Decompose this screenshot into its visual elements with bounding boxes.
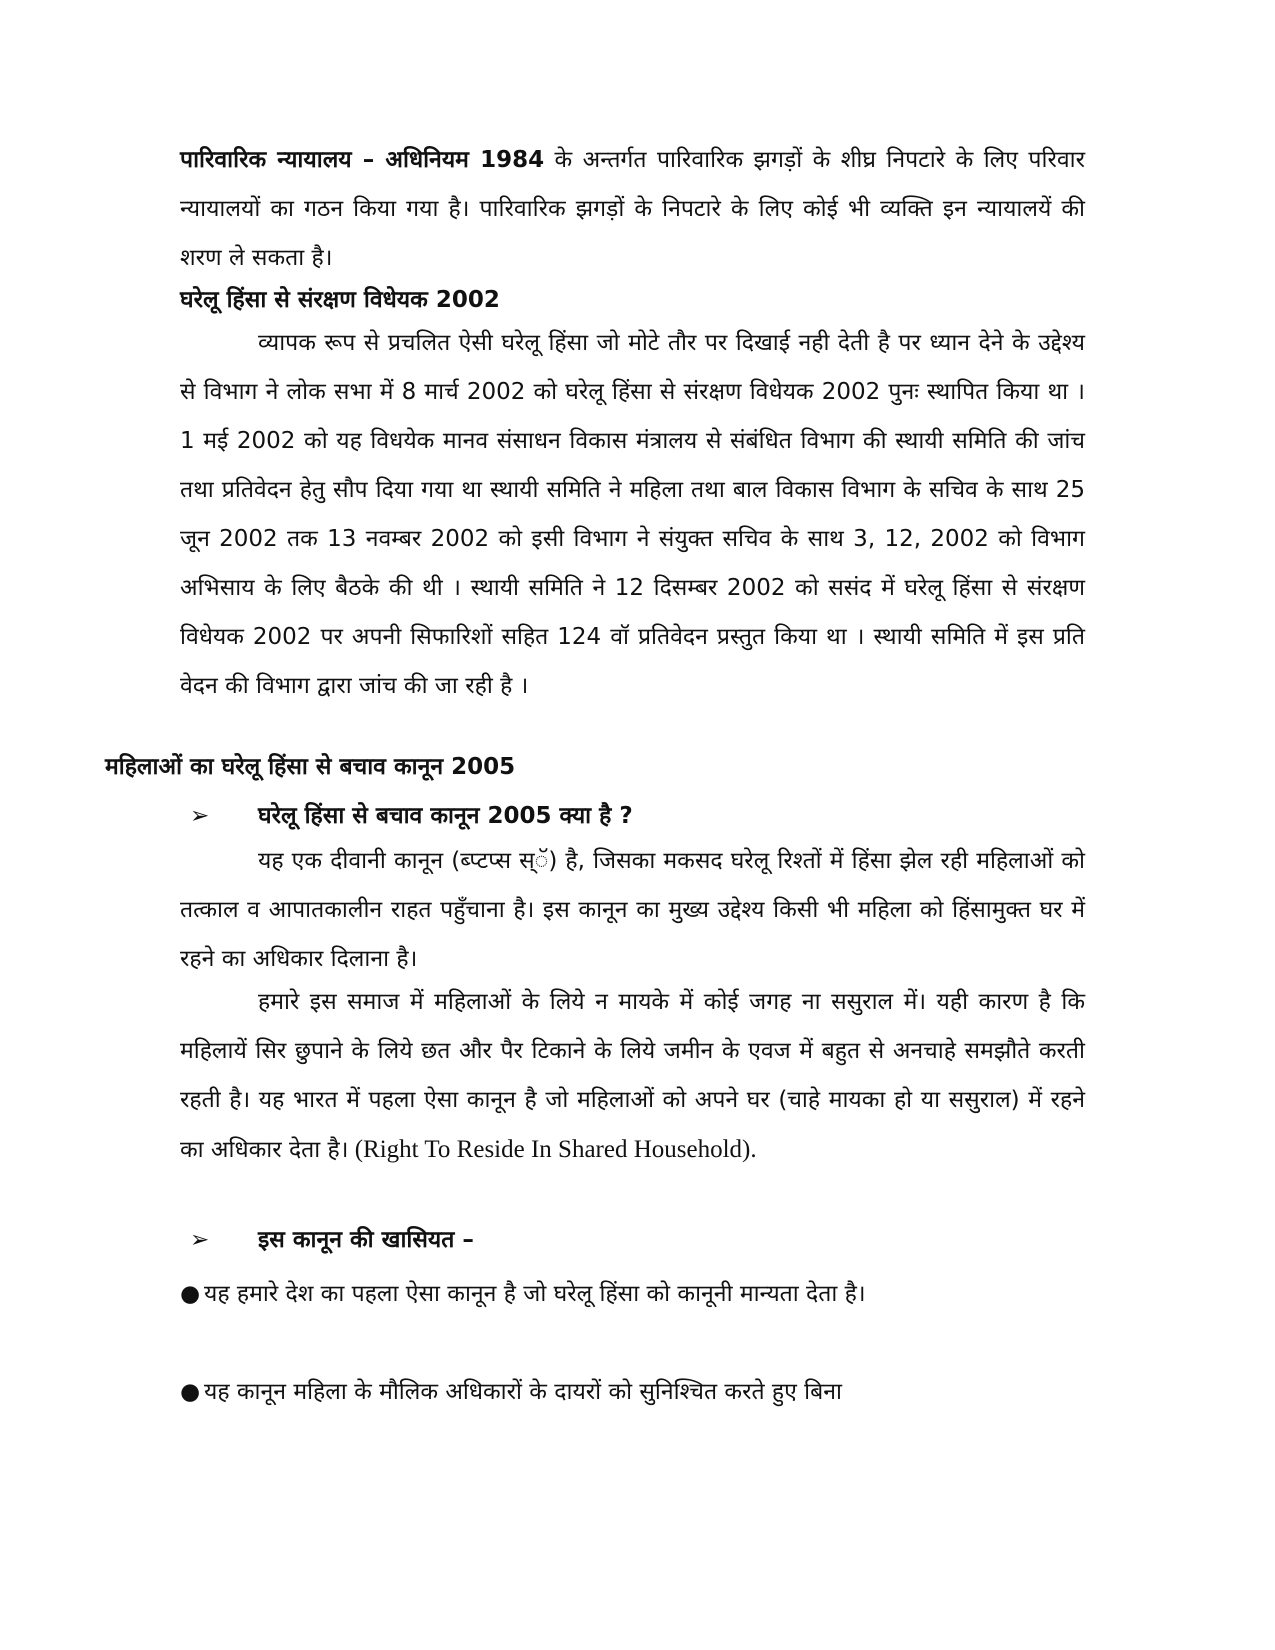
arrow-bullet-icon: ➢	[190, 803, 210, 829]
feature-list-item	[180, 1368, 1085, 1417]
right-to-reside-paragraph	[180, 978, 1085, 1175]
right-to-reside-english: (Right To Reside In Shared Household).	[348, 1136, 757, 1163]
act-definition-paragraph: यह एक दीवानी कानून (ब्प्टप्स स्ॅ) है, जिसका मकसद घरेलू रिश्तों में हिंसा झेल रही महिलाओं को तत्काल व आपातकालीन राहत पहुँचाना है। इस कानून का मुख्य उद्देश्य किसी भी महिला को हिंसामुक्त घर में रहने का अधिकार दिलाना है।	[180, 848, 1085, 972]
features-subheading: इस कानून की खासियत –	[258, 1227, 474, 1253]
features-subheading-row	[190, 1220, 474, 1260]
arrow-bullet-icon: ➢	[190, 1227, 210, 1253]
right-to-reside-text: हमारे इस समाज में महिलाओं के लिये न मायके में कोई जगह ना ससुराल में। यही कारण है कि महिलायें सिर छुपाने के लिये छत और पैर टिकाने के लिये जमीन के एवज में बहुत से अनचाहे समझौते करती रहती है। यह भारत में पहला ऐसा कानून है जो महिलाओं को अपने घर (चाहे मायका हो या ससुराल) में रहने का अधिकार देता है।	[180, 989, 1085, 1163]
family-court-paragraph	[180, 136, 1085, 283]
feature-list-item	[180, 1270, 1085, 1319]
feature-text: यह कानून महिला के मौलिक अधिकारों के दायरों को सुनिश्चित करते हुए बिना	[204, 1379, 842, 1405]
protection-bill-paragraph: व्यापक रूप से प्रचलित ऐसी घरेलू हिंसा जो मोटे तौर पर दिखाई नही देती है पर ध्यान देने के उद्देश्य से विभाग ने लोक सभा में 8 मार्च 2002 को घरेलू हिंसा से संरक्षण विधेयक 2002 पुनः स्थापित किया था । 1 मई 2002 को यह विधयेक मानव संसाधन विकास मंत्रालय से संबंधित विभाग की स्थायी समिति की जांच तथा प्रतिवेदन हेतु सौप दिया गया था स्थायी समिति ने महिला तथा बाल विकास विभाग के सचिव के साथ 25 जून 2002 तक 13 नवम्बर 2002 को इसी विभाग ने संयुक्त सचिव के साथ 3, 12, 2002 को विभाग अभिसाय के लिए बैठके की थी । स्थायी समिति ने 12 दिसम्बर 2002 को ससंद में घरेलू हिंसा से संरक्षण विधेयक 2002 पर अपनी सिफारिशों सहित 124 वॉ प्रतिवेदन प्रस्तुत किया था । स्थायी समिति में इस प्रति वेदन की विभाग द्वारा जांच की जा रही है ।	[180, 330, 1085, 699]
family-court-body: के अन्तर्गत पारिवारिक झगड़ों के शीघ्र निपटारे के लिए परिवार न्यायालयों का गठन किया गया है। पारिवारिक झगड़ों के निपटारे के लिए कोई भी व्यक्ति इन न्यायालयें की शरण ले सकता है।	[180, 147, 1085, 271]
bullet-dot-icon: ●	[180, 1281, 201, 1307]
protection-bill-heading: घरेलू हिंसा से संरक्षण विधेयक 2002	[180, 287, 500, 313]
what-is-act-subheading-row	[190, 796, 633, 836]
family-court-act-title: पारिवारिक न्यायालय – अधिनियम 1984	[180, 147, 545, 173]
what-is-act-subheading: घरेलू हिंसा से बचाव कानून 2005 क्या है ?	[258, 803, 633, 829]
bullet-dot-icon: ●	[180, 1379, 201, 1405]
feature-text: यह हमारे देश का पहला ऐसा कानून है जो घरेलू हिंसा को कानूनी मान्यता देता है।	[204, 1281, 866, 1307]
dv-act-2005-heading: महिलाओं का घरेलू हिंसा से बचाव कानून 2005	[105, 754, 516, 780]
